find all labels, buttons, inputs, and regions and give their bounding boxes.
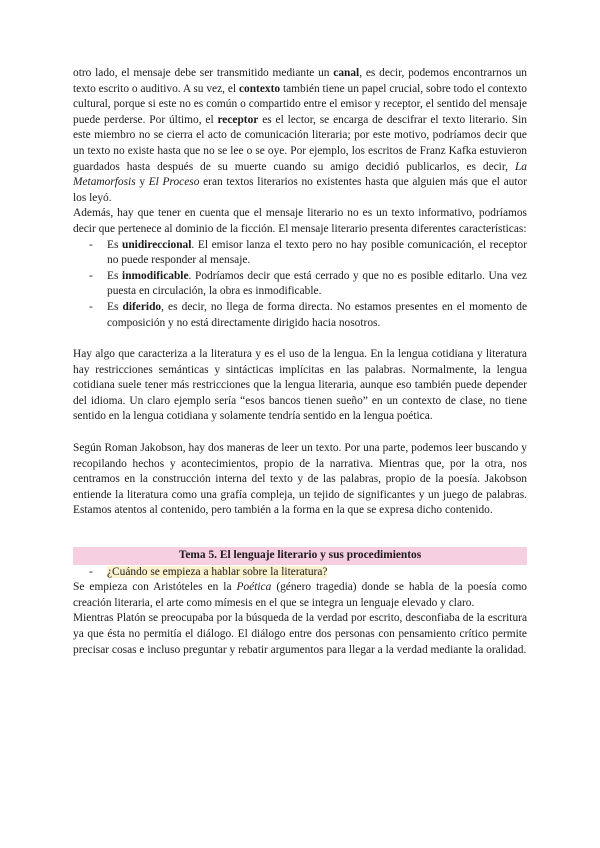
title-proceso: El Proceso: [148, 176, 200, 189]
text-run: . El emisor lanza el texto pero no hay posible comunicación, el receptor no puede responder al mensaje.: [107, 238, 527, 267]
title-poetica: Poética: [236, 581, 272, 594]
document-page: [73, 66, 527, 658]
question-item: [73, 565, 527, 581]
title-metamorfosis: La Metamorfosis: [73, 160, 527, 189]
term-inmodificable: inmodificable: [122, 269, 189, 282]
term-contexto: contexto: [238, 82, 281, 95]
term-canal: canal: [333, 67, 360, 79]
section-title: Tema 5. El lenguaje literario y sus procedimientos: [73, 547, 527, 565]
term-diferido: diferido: [122, 300, 162, 313]
paragraph-aristoteles: [73, 580, 527, 611]
text-run: (género tragedia) donde se habla de la poesía como creación literaria, el arte como mímesis en el que se integra un lenguaje elevado y claro.: [73, 581, 527, 609]
text-run: Es: [107, 238, 123, 251]
dash-bullet: -: [89, 269, 93, 282]
text-run: , es decir, no llega de forma directa. No estamos presentes en el momento de composición y no está directamente dirigido hacia nosotros.: [107, 300, 527, 329]
paragraph-characteristics-intro: Además, hay que tener en cuenta que el mensaje literario no es un texto informativo, podríamos decir que pertenece al dominio de la ficción. El mensaje literario presenta diferentes características:: [73, 207, 527, 235]
dash-bullet: -: [89, 300, 93, 313]
paragraph-lengua: Hay algo que caracteriza a la literatura y es el uso de la lengua. En la lengua cotidiana y literatura hay restricciones semánticas y sintácticas implícitas en las palabras. Normalmente, la lengua cotidiana suele tener más restricciones que la lengua literaria, aunque eso también puede depender del idioma. Un claro ejemplo sería “esos bancos tienen sueño” en un contexto de clase, no tiene sentido en la lengua cotidiana y solamente tendría sentido en la lengua poética.: [73, 348, 527, 423]
paragraph-communication: [73, 66, 527, 206]
text-run: es el lector, se encarga de descifrar el texto literario. Sin este miembro no se cierra el acto de comunicación literaria; por este motivo, podríamos decir que un texto no existe hasta que no se lee o se oye. Por ejemplo, los escritos de Franz Kafka estuvieron guardados hasta después de su muerte cuando su amigo decidió publicarlos, es decir,: [73, 113, 527, 173]
dash-bullet: -: [89, 238, 93, 251]
text-run: . Podríamos decir que está cerrado y que no es posible editarlo. Una vez puesta en circulación, la obra es inmodificable.: [107, 269, 527, 298]
text-run: , es decir, podemos encontrarnos un texto escrito o auditivo. A su vez, el: [73, 67, 528, 95]
term-unidireccional: unidireccional: [122, 238, 192, 251]
text-run: eran textos literarios no existentes hasta que alguien más que el autor los leyó.: [73, 176, 528, 204]
paragraph-platon: Mientras Platón se preocupaba por la búsqueda de la verdad por escrito, desconfiaba de la escritura ya que ésta no permitía el diálogo. El diálogo entre dos personas con pensamiento crítico permite precisar cosas e incluso preguntar y rebatir argumentos para llegar a la verdad mediante la oralidad.: [73, 612, 527, 656]
text-run: también tiene un papel crucial, sobre todo el contexto cultural, porque si este no es común o compartido entre el emisor y receptor, el sentido del mensaje puede perderse. Por último, el: [73, 82, 527, 126]
list-item: [73, 269, 527, 300]
paragraph-jakobson: Según Roman Jakobson, hay dos maneras de leer un texto. Por una parte, podemos leer buscando y recopilando hechos y acontecimientos, propio de la narrativa. Mientras que, por la otra, nos centramos en la construcción interna del texto y de las palabras, propio de la poesía. Jakobson entiende la literatura como una grafía compleja, un tejido de significantes y un juego de palabras. Estamos atentos al contenido, pero también a la forma en la que se expresa dicho contenido.: [73, 442, 527, 517]
question-text: ¿Cuándo se empieza a hablar sobre la literatura?: [107, 565, 328, 578]
term-receptor: receptor: [217, 113, 259, 126]
dash-bullet: -: [89, 565, 93, 578]
list-item: [73, 300, 527, 331]
text-run: Es: [107, 269, 123, 282]
characteristics-list: [73, 238, 527, 332]
text-run: otro lado, el mensaje debe ser transmitido mediante un: [73, 67, 334, 79]
text-run: Es: [107, 300, 123, 313]
text-run: Se empieza con Aristóteles en la: [73, 581, 237, 594]
list-item: [73, 238, 527, 269]
text-run: y: [135, 176, 149, 189]
